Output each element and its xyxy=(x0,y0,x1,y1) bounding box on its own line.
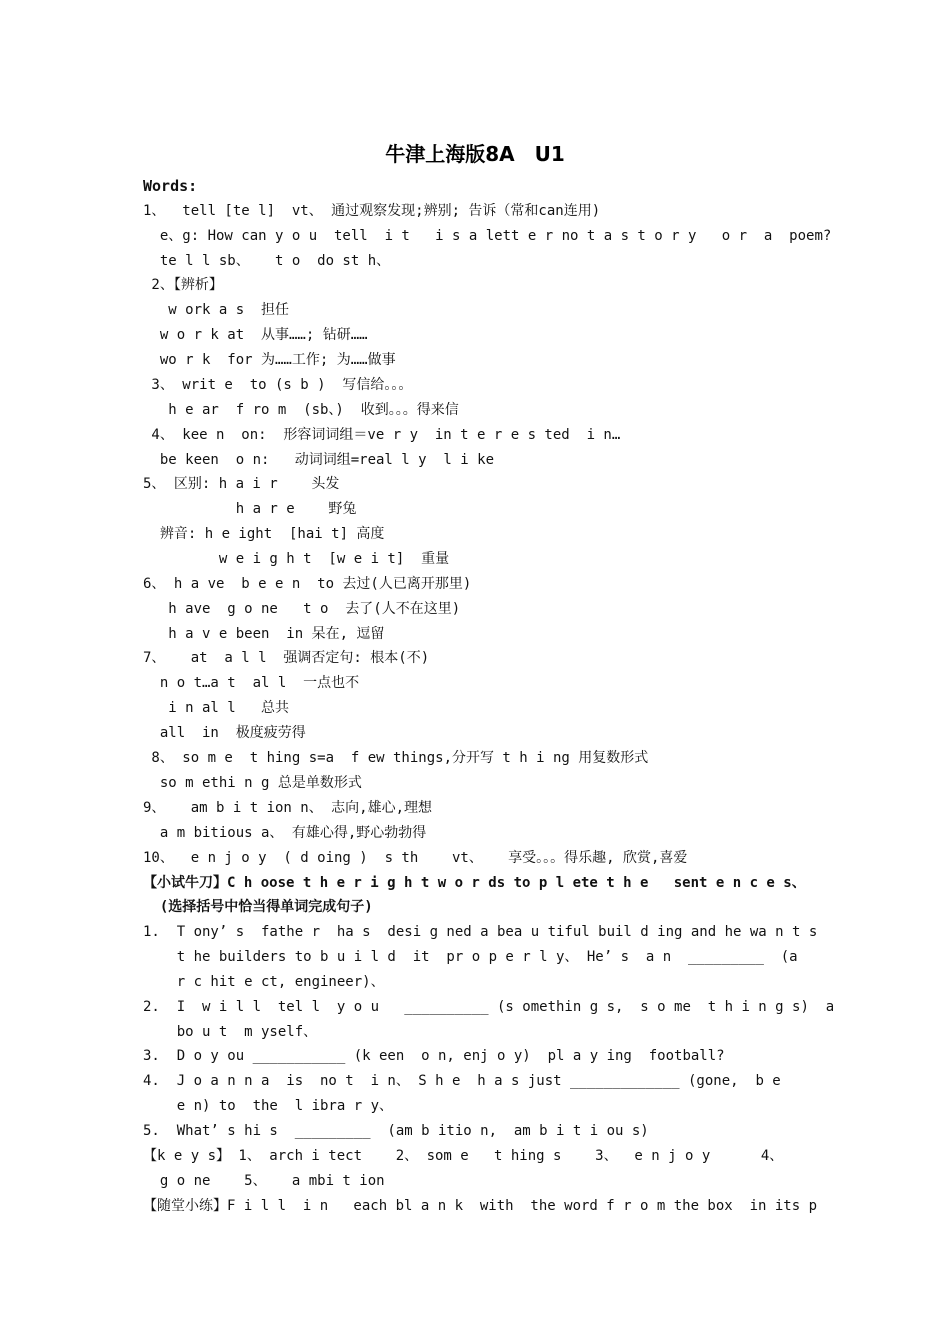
exercise-question-2-cont: bo u t m yself、 xyxy=(143,1024,318,1040)
exercise-question-1: 1. T ony’ s fathe r ha s desi g ned a bea u tiful buil d ing and he wa n t s xyxy=(143,924,818,940)
phrase-line: be keen o n: 动词词组=real l y l i ke xyxy=(143,452,495,468)
phrase-line: h a v e been in 呆在, 逗留 xyxy=(143,626,385,642)
word-item-7: 7、 at a l l 强调否定句: 根本(不) xyxy=(143,650,430,666)
phrase-line: h a r e 野兔 xyxy=(143,501,357,517)
answer-keys: 【k e y s】 1、 arch i tect 2、 som e t hing s 3、 e n j o y 4、 xyxy=(143,1148,784,1164)
exercise-question-3: 3. D o y ou ___________ (k een o n, enj o y) pl a y ing football? xyxy=(143,1048,725,1064)
practice-heading: 【随堂小练】F i l l i n each bl a n k with the word f r o m the box in its p xyxy=(143,1198,818,1214)
exercise-question-4: 4. J o a n n a is no t i n、 S h e h a s just _____________ (gone, b e xyxy=(143,1073,781,1089)
word-item-2: 2、【辨析】 xyxy=(143,277,223,293)
word-item-5: 5、 区别: h a i r 头发 xyxy=(143,476,340,492)
exercise-question-2: 2. I w i l l tel l y o u __________ (s omethin g s, s o me t h i n g s) a xyxy=(143,999,835,1015)
phrase-line: i n al l 总共 xyxy=(143,700,290,716)
exercise-instruction: (选择括号中恰当得单词完成句子) xyxy=(143,899,373,915)
words-heading: Words: xyxy=(143,177,198,195)
phrase-line: all in 极度疲劳得 xyxy=(143,725,306,741)
phrase-line: w o r k at 从事……; 钻研…… xyxy=(143,327,368,343)
phrase-line: 辨音: h e ight [hai t] 高度 xyxy=(143,526,385,542)
phrase-line: te l l sb、 t o do st h、 xyxy=(143,253,391,269)
phrase-line: w e i g h t [w e i t] 重量 xyxy=(143,551,450,567)
phrase-line: a m bitious a、 有雄心得,野心勃勃得 xyxy=(143,825,427,841)
word-item-1: 1、 tell [te l] vt、 通过观察发现;辨别; 告诉（常和can连用) xyxy=(143,203,601,219)
phrase-line: wo r k for 为……工作; 为……做事 xyxy=(143,352,396,368)
phrase-line: h ave g o ne t o 去了(人不在这里) xyxy=(143,601,461,617)
word-item-4: 4、 kee n on: 形容词词组＝ve r y in t e r e s ted i n… xyxy=(143,427,621,443)
word-item-9: 9、 am b i t ion n、 志向,雄心,理想 xyxy=(143,800,433,816)
exercise-question-5: 5. What’ s hi s _________ (am b itio n, am b i t i ou s) xyxy=(143,1123,649,1139)
answer-keys-cont: g o ne 5、 a mbi t ion xyxy=(143,1173,385,1189)
document-title: 牛津上海版8A U1 xyxy=(385,142,565,166)
phrase-line: n o t…a t al l 一点也不 xyxy=(143,675,360,691)
example-line: e、g: How can y o u tell i t i s a lett e r no t a s t o r y o r a poem? xyxy=(143,228,832,244)
exercise-question-4-cont: e n) to the l ibra r y、 xyxy=(143,1098,394,1114)
exercise-question-1-cont: r c hit e ct, engineer)、 xyxy=(143,974,385,990)
word-item-10: 10、 e n j o y ( d oing ) s th vt、 享受。。。得乐趣, 欣赏,喜爱 xyxy=(143,850,688,866)
word-item-6: 6、 h a ve b e e n to 去过(人已离开那里) xyxy=(143,576,472,592)
phrase-line: so m ethi n g 总是单数形式 xyxy=(143,775,362,791)
exercise-heading: 【小试牛刀】C h oose t h e r i g h t w o r ds to p l ete t h e sent e n c e s、 xyxy=(143,875,806,891)
phrase-line: h e ar f ro m (sb、) 收到。。。得来信 xyxy=(143,402,459,418)
word-item-3: 3、 writ e to (s b ) 写信给。。。 xyxy=(143,377,413,393)
exercise-question-1-cont: t he builders to b u i l d it pr o p e r l y、 He’ s a n _________ (a xyxy=(143,949,798,965)
word-item-8: 8、 so m e t hing s=a f ew things,分开写 t h i ng 用复数形式 xyxy=(143,750,649,766)
phrase-line: w ork a s 担任 xyxy=(143,302,290,318)
